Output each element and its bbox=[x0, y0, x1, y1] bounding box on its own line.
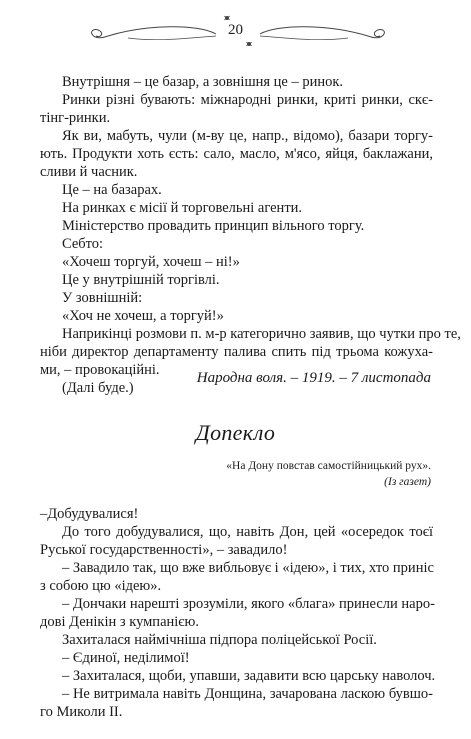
section-title: Допекло bbox=[195, 420, 276, 445]
text-line: ють. Продукти хоть єсть: сало, масло, м'ясо, яйця, баклажани, bbox=[40, 146, 433, 162]
page-number: 20 bbox=[228, 22, 243, 38]
text-line: – Завадило так, що вже вибльовує і «ідею», і тих, хто приніс bbox=[62, 560, 434, 576]
text-line: «Хочеш торгуй, хочеш – ні!» bbox=[62, 254, 240, 270]
text-line: (Далі буде.) bbox=[62, 380, 134, 396]
text-line: Це у внутрішній торгівлі. bbox=[62, 272, 220, 288]
epigraph-quote: «На Дону повстав самостійницький рух». bbox=[226, 460, 431, 472]
text-line: Наприкінці розмови п. м-р категорично заявив, що чутки про те, bbox=[62, 326, 461, 342]
source-signature: Народна воля. – 1919. – 7 листопада bbox=[196, 370, 431, 386]
text-line: Руської государственності», – завадило! bbox=[40, 542, 288, 558]
text-line: Міністерство провадить принцип вільного торгу. bbox=[62, 218, 365, 234]
text-line: У зовнішній: bbox=[62, 290, 143, 306]
text-line: тінг-ринки. bbox=[40, 110, 111, 126]
text-line: На ринках є місії й торговельні агенти. bbox=[62, 200, 303, 216]
epigraph-source: (Із газет) bbox=[384, 476, 431, 488]
text-line: – Єдиної, неділимої! bbox=[62, 650, 190, 666]
text-line: – Дончаки нарешті зрозуміли, якого «блага» принесли наро- bbox=[62, 596, 435, 612]
text-line: – Захиталася, щоби, упавши, задавити всю царську наволоч. bbox=[62, 668, 436, 684]
text-line: До того добудувалися, що, навіть Дон, цей «осередок тоєї bbox=[62, 524, 433, 540]
text-line: Як ви, мабуть, чули (м-ву це, напр., відомо), базари торгу- bbox=[62, 128, 433, 144]
text-line: сливи й часник. bbox=[40, 164, 138, 180]
text-line: Внутрішня – це базар, а зовнішня це – ринок. bbox=[62, 74, 344, 90]
text-line: – Не витримала навіть Донщина, зачарована ласкою бувшо- bbox=[62, 686, 433, 702]
text-line: «Хоч не хочеш, а торгуй!» bbox=[62, 308, 224, 324]
text-line: Ринки різні бувають: міжнародні ринки, криті ринки, скє- bbox=[62, 92, 433, 108]
text-line: ніби директор департаменту палива спить під трьома кожуха- bbox=[40, 344, 433, 360]
text-line: Себто: bbox=[62, 236, 104, 252]
text-line: з собою цю «ідею». bbox=[40, 578, 162, 594]
text-line: Захиталася наймічніша підпора поліцейської Росії. bbox=[62, 632, 377, 648]
text-line: –Добудувалися! bbox=[40, 506, 139, 522]
text-line: дові Денікін з кумпанією. bbox=[40, 614, 199, 630]
text-line: Це – на базарах. bbox=[62, 182, 162, 198]
text-line: го Миколи ІІ. bbox=[40, 704, 123, 720]
text-line: ми, – провокаційні. bbox=[40, 362, 160, 378]
